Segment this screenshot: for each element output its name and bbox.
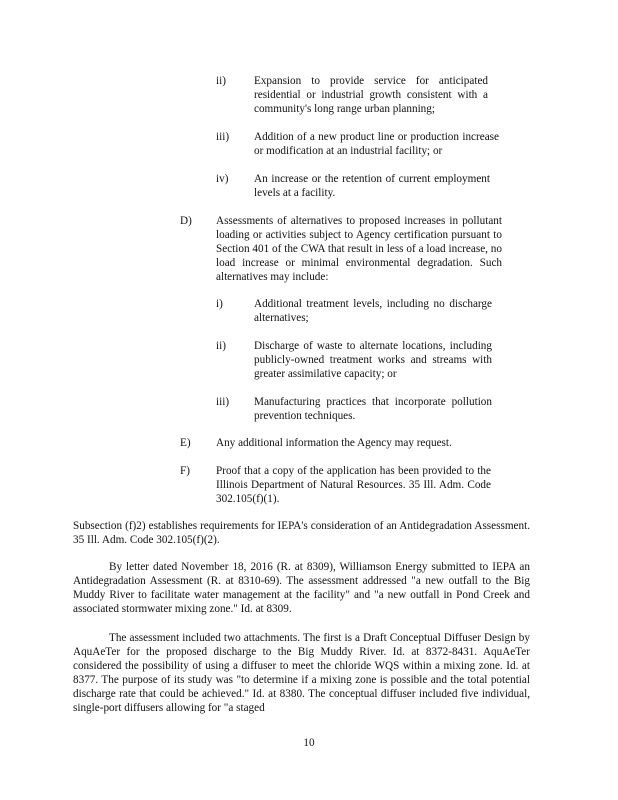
list-label: iii)	[216, 396, 230, 408]
list-text: Manufacturing practices that incorporate pollution prevention techniques.	[254, 396, 492, 422]
list-text: Discharge of waste to alternate locations, including publicly-owned treatment works and streams with greater assimilative capacity; or	[254, 340, 492, 380]
list-text: Additional treatment levels, including no discharge alternatives;	[254, 298, 492, 324]
list-text: Any additional information the Agency may request.	[216, 437, 452, 449]
list-text: An increase or the retention of current employment levels at a facility.	[254, 173, 490, 199]
list-label: iii)	[216, 131, 230, 143]
paragraph-assessment-attachments: The assessment included two attachments. The first is a Draft Conceptual Diffuser Design by AquAeTer for the proposed discharge to the Big Muddy River. Id. at 8372-8431. AquAeTer considered the possibility of using a diffuser to meet the chloride WQS within a mixing zone. Id. at 8377. The purpose of its study was "to determine if a mixing zone is possible and the total potential discharge rate that could be achieved." Id. at 8380. The conceptual diffuser included five individual, single-port diffusers allowing for "a staged	[73, 632, 530, 714]
list-label: F)	[180, 465, 190, 477]
list-label: ii)	[216, 75, 226, 87]
list-text: Proof that a copy of the application has been provided to the Illinois Department of Natural Resources. 35 Ill. Adm. Code 302.105(f)(1).	[216, 465, 491, 505]
list-label: D)	[180, 215, 192, 227]
paragraph-subsection-f2: Subsection (f)2) establishes requirements for IEPA's consideration of an Antidegradation Assessment. 35 Ill. Adm. Code 302.105(f)(2).	[73, 520, 530, 546]
page-number: 10	[303, 737, 315, 749]
list-text: Assessments of alternatives to proposed increases in pollutant loading or activities subject to Agency certification pursuant to Section 401 of the CWA that result in less of a load increase, no load increase or minimal environmental degradation. Such alternatives may include:	[216, 215, 502, 283]
list-label: ii)	[216, 340, 226, 352]
list-text: Expansion to provide service for anticipated residential or industrial growth consistent with a community's long range urban planning;	[254, 75, 488, 115]
list-label: i)	[216, 298, 223, 310]
paragraph-letter-november: By letter dated November 18, 2016 (R. at 8309), Williamson Energy submitted to IEPA an Antidegradation Assessment (R. at 8310-69). The assessment addressed "a new outfall to the Big Muddy River to facilitate water management at the facility" and "a new outfall in Pond Creek and associated stormwater mixing zone." Id. at 8309.	[73, 561, 530, 615]
list-text: Addition of a new product line or production increase or modification at an industrial facility; or	[254, 131, 499, 157]
list-label: E)	[180, 437, 191, 449]
list-label: iv)	[216, 173, 229, 185]
